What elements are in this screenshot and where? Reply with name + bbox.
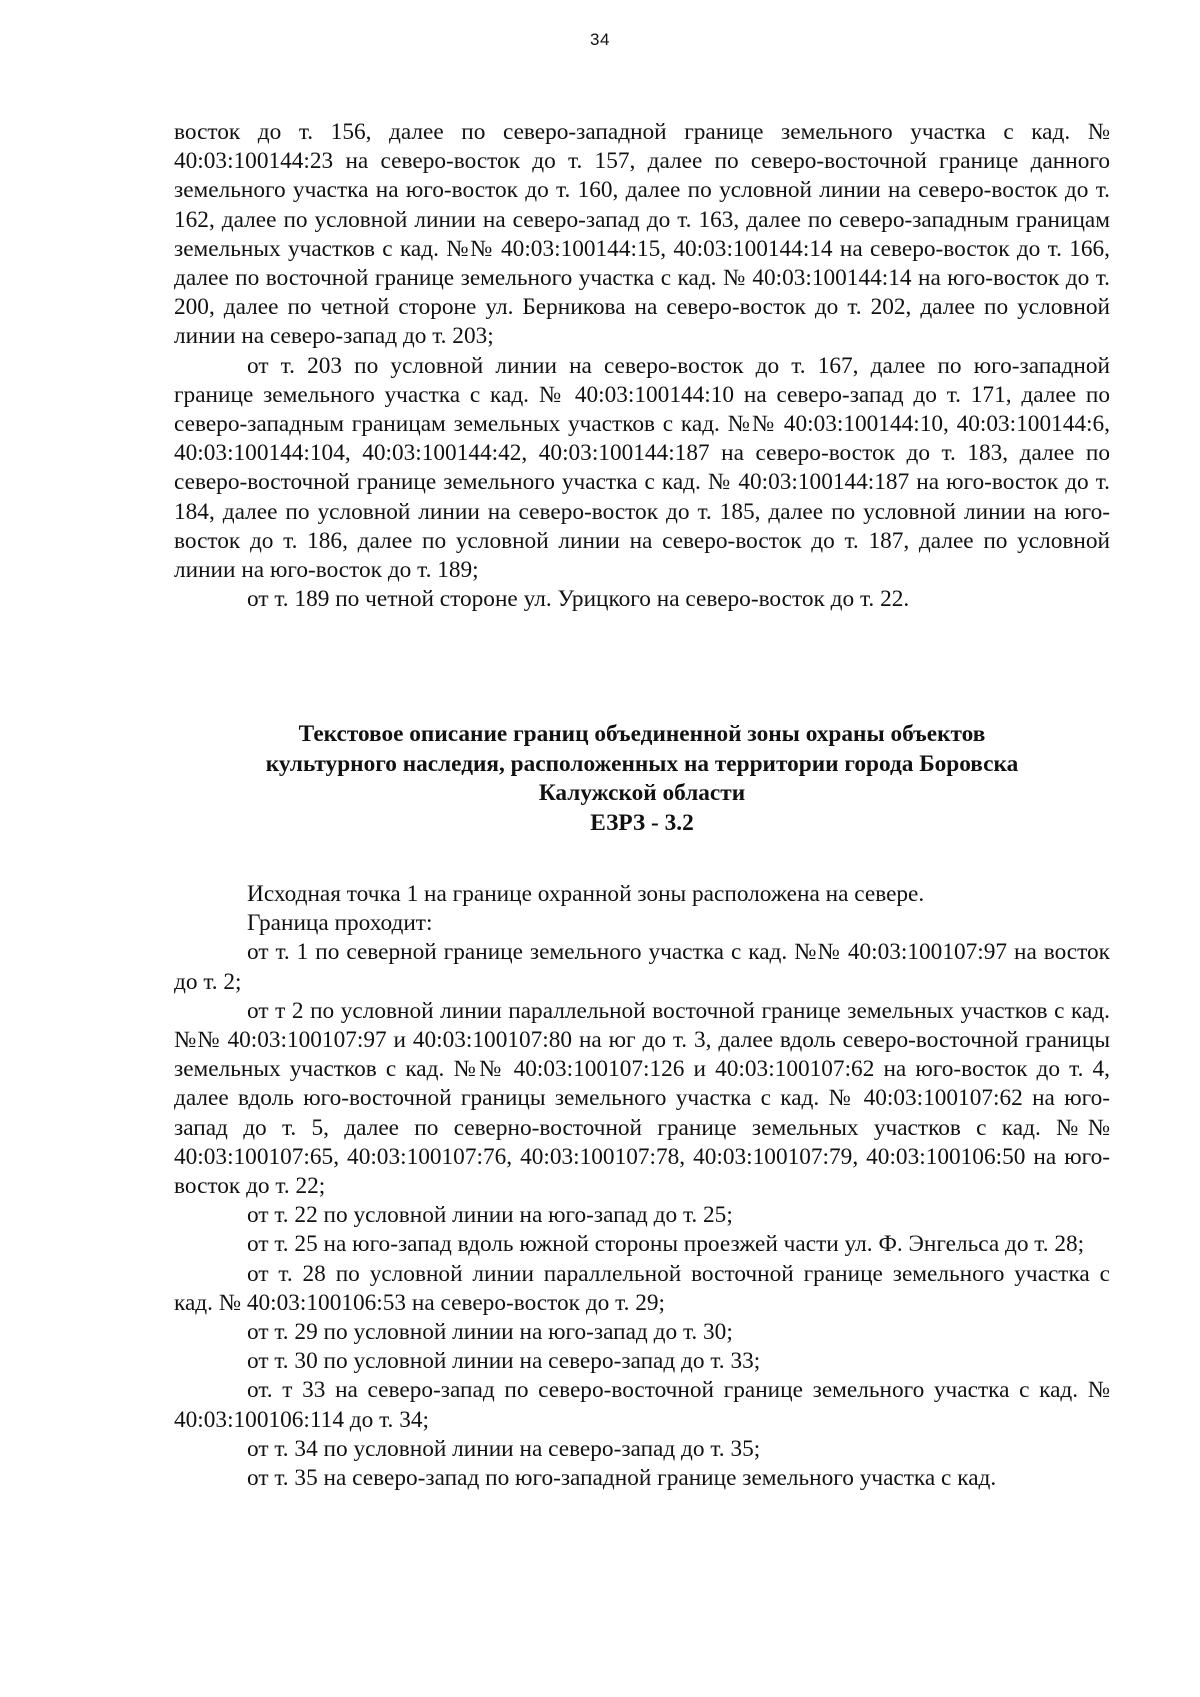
paragraph-point-34: от т. 34 по условной линии на северо-запад до т. 35;	[247, 1435, 761, 1462]
paragraph-point-25: от т. 25 на юго-запад вдоль южной стороны проезжей части ул. Ф. Энгельса до т. 28;	[247, 1231, 1085, 1258]
paragraph-point-22: от т. 22 по условной линии на юго-запад до т. 25;	[247, 1202, 733, 1229]
zone-description-text	[174, 880, 1110, 1493]
paragraph-point-203: от т. 203 по условной линии на северо-восток до т. 167, далее по юго-западной границе земельного участка с кад. № 40:03:100144:10 на северо-запад до т. 171, далее по северо-западным границам земельных участков с кад. №№ 40:03:100144:10, 40:03:100144:6, 40:03:100144:104, 40:03:100144:42, 40:03:100144:187 на северо-восток до т. 183, далее по северо-восточной границе земельного участка с кад. № 40:03:100144:187 на юго-восток до т. 184, далее по условной линии на северо-восток до т. 185, далее по условной линии на юго-восток до т. 186, далее по условной линии на северо-восток до т. 187, далее по условной линии на юго-восток до т. 189;	[174, 352, 1110, 584]
paragraph-point-2: от т 2 по условной линии параллельной восточной границе земельных участков с кад. №№ 40:03:100107:97 и 40:03:100107:80 на юг до т. 3, далее вдоль северо-восточной границы земельных участков с кад. №№ 40:03:100107:126 и 40:03:100107:62 на юго-восток до т. 4, далее вдоль юго-восточной границы земельного участка с кад. № 40:03:100107:62 на юго-запад до т. 5, далее по северно-восточной границе земельных участков с кад. №№ 40:03:100107:65, 40:03:100107:76, 40:03:100107:78, 40:03:100107:79, 40:03:100106:50 на юго-восток до т. 22;	[174, 997, 1110, 1200]
paragraph-point-30: от т. 30 по условной линии на северо-запад до т. 33;	[247, 1348, 761, 1375]
section-heading	[174, 720, 1110, 838]
paragraph-point-29: от т. 29 по условной линии на юго-запад до т. 30;	[247, 1319, 733, 1346]
paragraph-point-33: от. т 33 на северо-запад по северо-восточной границе земельного участка с кад. № 40:03:100106:114 до т. 34;	[174, 1377, 1110, 1433]
paragraph-continuation: восток до т. 156, далее по северо-западной границе земельного участка с кад. № 40:03:100144:23 на северо-восток до т. 157, далее по северо-восточной границе данного земельного участка на юго-восток до т. 160, далее по условной линии на северо-восток до т. 162, далее по условной линии на северо-запад до т. 163, далее по северо-западным границам земельных участков с кад. №№ 40:03:100144:15, 40:03:100144:14 на северо-восток до т. 166, далее по восточной границе земельного участка с кад. № 40:03:100144:14 на юго-восток до т. 200, далее по четной стороне ул. Берникова на северо-восток до т. 202, далее по условной линии на северо-запад до т. 203;	[174, 119, 1110, 350]
paragraph-point-35: от т. 35 на северо-запад по юго-западной границе земельного участка с кад.	[247, 1465, 997, 1492]
heading-line-3: Калужской области	[538, 780, 746, 806]
heading-line-1: Текстовое описание границ объединенной зоны охраны объектов	[298, 721, 986, 747]
paragraph-origin-point: Исходная точка 1 на границе охранной зоны расположена на севере.	[247, 881, 925, 907]
zone-code: ЕЗРЗ - 3.2	[590, 809, 694, 836]
paragraph-point-189: от т. 189 по четной стороне ул. Урицкого на северо-восток до т. 22.	[247, 586, 910, 613]
heading-line-2: культурного наследия, расположенных на территории города Боровска	[265, 750, 1019, 777]
paragraph-point-1: от т. 1 по северной границе земельного участка с кад. №№ 40:03:100107:97 на восток до т. 2;	[174, 939, 1110, 995]
continuation-text	[174, 118, 1110, 614]
page-number: 34	[590, 30, 610, 49]
paragraph-boundary-intro: Граница проходит:	[247, 910, 433, 937]
paragraph-point-28: от т. 28 по условной линии параллельной восточной границе земельного участка с кад. № 40:03:100106:53 на северо-восток до т. 29;	[174, 1260, 1110, 1316]
